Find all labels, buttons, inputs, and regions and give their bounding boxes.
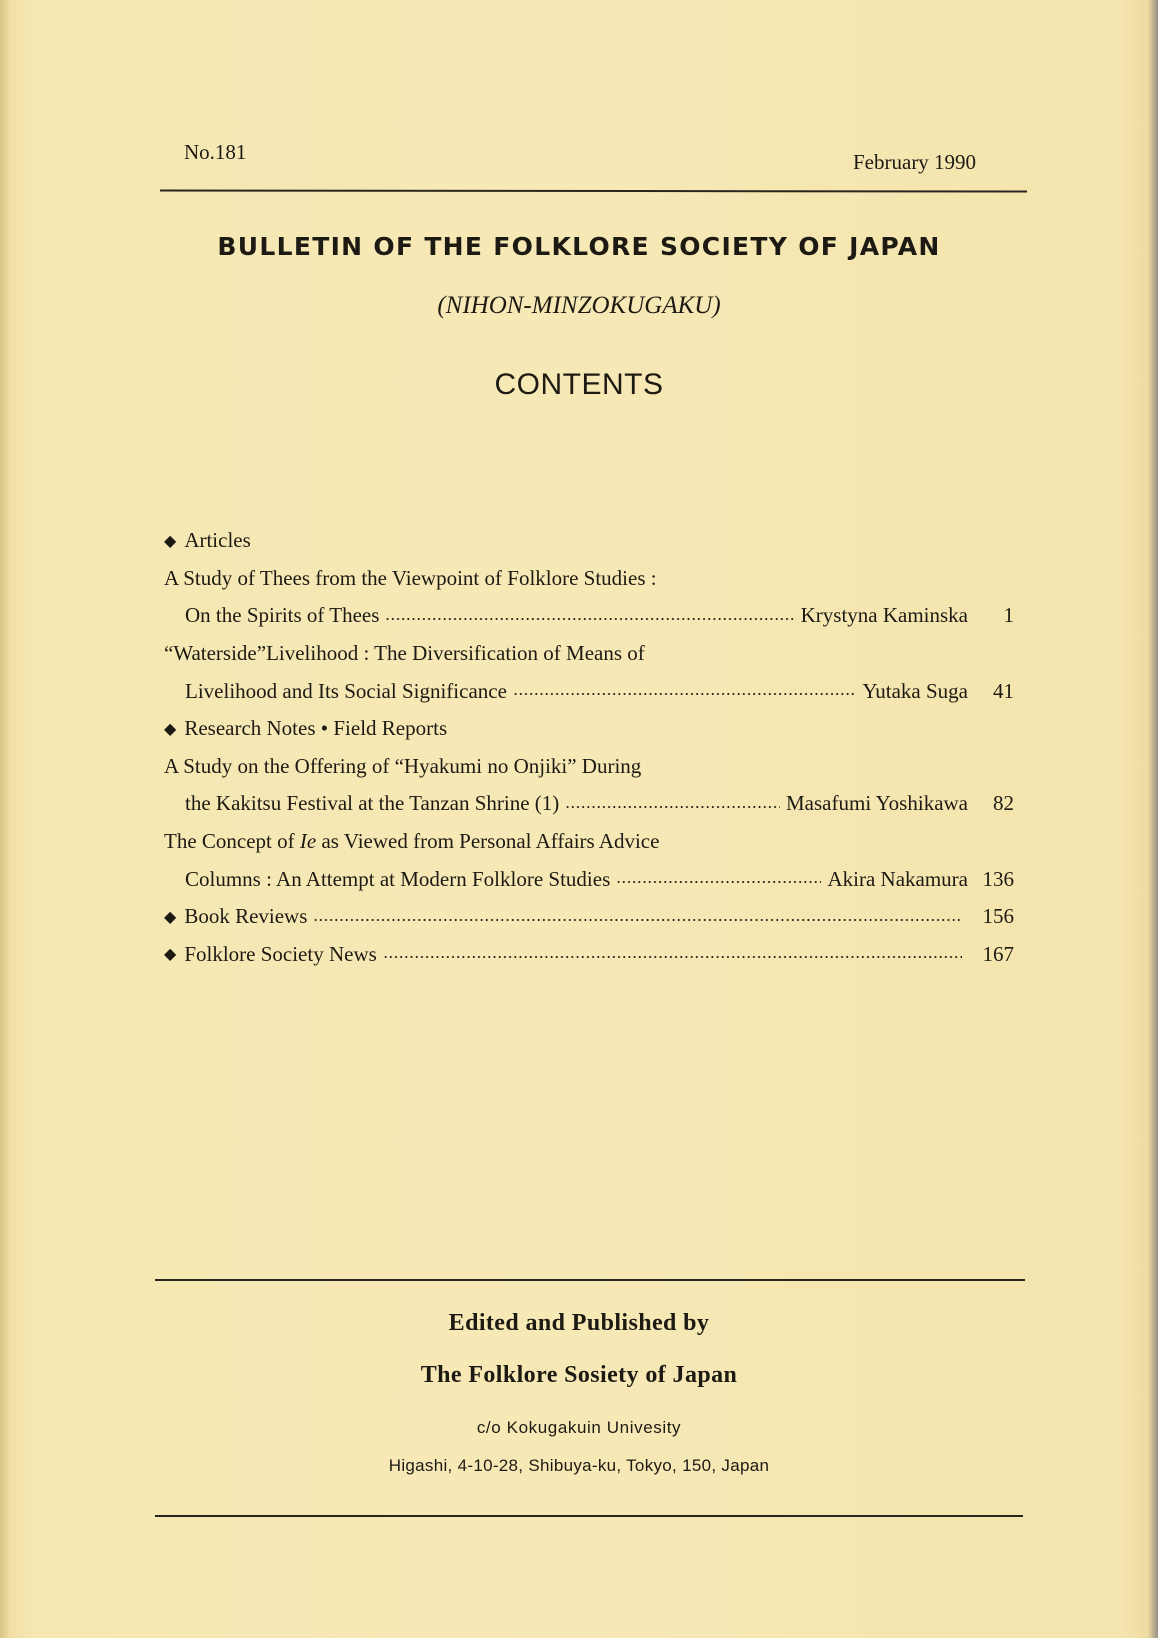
entry-title-continued: Livelihood and Its Social Significance [185,678,507,703]
publisher-address-line2: Higashi, 4-10-28, Shibuya-ku, Tokyo, 150, Japan [388,1456,770,1475]
entry-author: Masafumi Yoshikawa [786,791,968,816]
entry-page: 1 [1003,603,1014,628]
section-label: Book Reviews [184,904,308,929]
footer-divider-bottom [155,1515,1023,1517]
entry-title-part: The Concept of [164,829,300,854]
journal-subtitle: (NIHON-MINZOKUGAKU) [437,292,721,319]
toc-entry-title-line [164,823,1014,861]
entry-title: “Waterside”Livelihood : The Diversification of Means of [164,641,645,666]
dot-leader [565,806,780,808]
publisher-credit: Edited and Published by [448,1310,710,1336]
section-society-news [164,936,1014,974]
toc-entry-title-line [164,748,1014,786]
entry-title-continued: On the Spirits of Thees [185,603,380,628]
header-divider [160,189,1027,192]
entry-page: 82 [993,791,1014,816]
toc-entry-title-line [164,560,1014,598]
toc-entry-author-line [164,860,1014,898]
entry-title [164,829,659,854]
toc-entry-title-line [164,635,1014,673]
diamond-bullet-icon: ◆ [164,720,177,738]
entry-author: Yutaka Suga [862,678,968,703]
entry-page: 41 [993,678,1014,703]
section-label: Research Notes • Field Reports [184,716,448,741]
dot-leader [383,956,962,958]
dot-leader [385,618,794,620]
journal-title: BULLETIN OF THE FOLKLORE SOCIETY OF JAPAN [217,232,941,261]
entry-title-emphasis: Ie [299,829,317,854]
entry-title-part: as Viewed from Personal Affairs Advice [316,829,660,854]
entry-title-continued: the Kakitsu Festival at the Tanzan Shrine (1) [185,791,560,816]
section-book-reviews [164,898,1014,936]
entry-title-continued: Columns : An Attempt at Modern Folklore Studies [185,866,611,891]
footer-divider-top [155,1279,1025,1281]
diamond-bullet-icon: ◆ [164,908,177,926]
contents-heading: CONTENTS [494,368,664,401]
issue-date: February 1990 [853,150,977,174]
dot-leader [513,693,857,695]
publisher-name: The Folklore Sosiety of Japan [420,1362,738,1388]
entry-page: 156 [982,904,1014,929]
issue-number: No.181 [184,140,247,164]
diamond-bullet-icon: ◆ [164,532,177,550]
diamond-bullet-icon: ◆ [164,946,177,964]
entry-title: A Study of Thees from the Viewpoint of Folklore Studies : [164,565,657,590]
toc-entry-author-line [164,672,1014,710]
dot-leader [616,881,821,883]
toc-entry-author-line [164,597,1014,635]
publisher-address-line1: c/o Kokugakuin Univesity [476,1418,682,1437]
entry-author: Krystyna Kaminska [800,603,968,628]
entry-page: 136 [982,866,1014,891]
dot-leader [313,919,962,921]
entry-author: Akira Nakamura [827,866,968,891]
entry-page: 167 [982,941,1014,966]
entry-title: A Study on the Offering of “Hyakumi no Onjiki” During [164,753,642,778]
section-articles [164,522,1014,560]
section-label: Folklore Society News [184,941,377,966]
toc-entry-author-line [164,785,1014,823]
section-label: Articles [184,528,251,553]
section-research-notes [164,710,1014,748]
table-of-contents [164,522,1014,973]
